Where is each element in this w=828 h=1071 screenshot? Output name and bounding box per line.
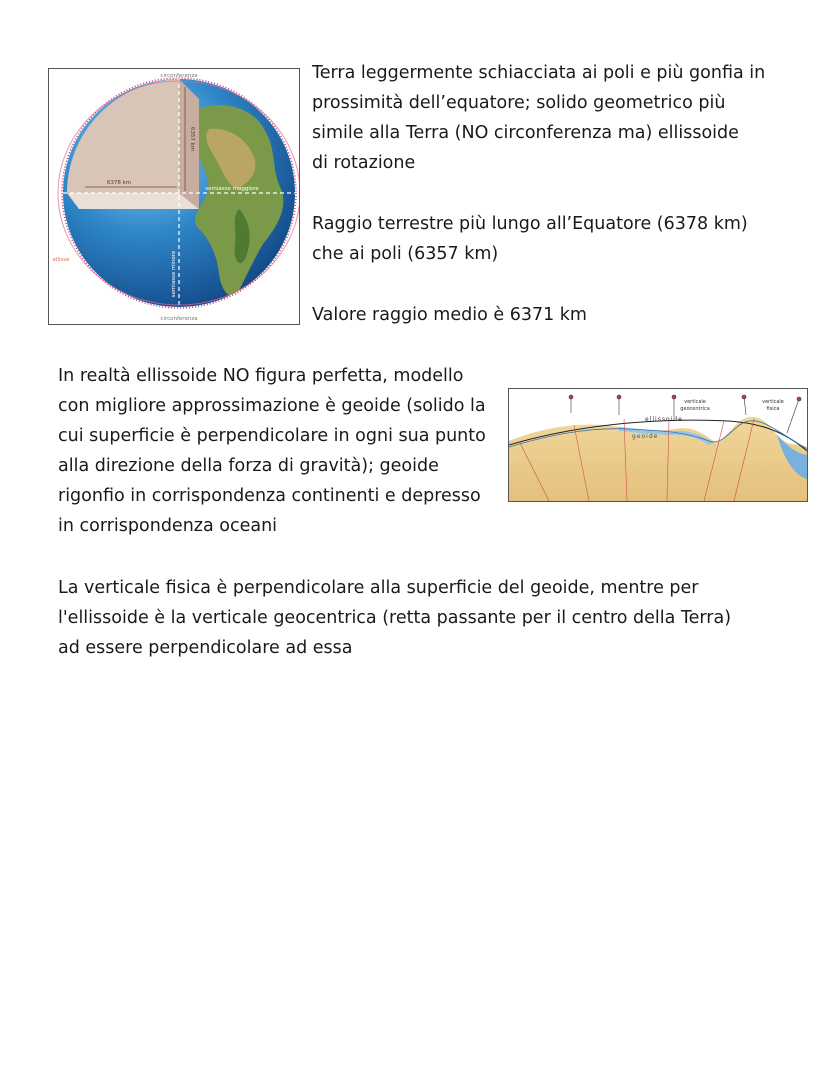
text-line: Valore raggio medio è 6371 km: [312, 305, 587, 325]
text-line: simile alla Terra (NO circonferenza ma) ellissoide: [312, 123, 739, 143]
paragraph-radius-comparison: [312, 209, 748, 269]
text-line: ad essere perpendicolare ad essa: [58, 638, 353, 658]
geoid-cross-section-illustration: [509, 389, 807, 501]
text-line: di rotazione: [312, 153, 416, 173]
text-line: che ai poli (6357 km): [312, 244, 499, 264]
text-line: La verticale fisica è perpendicolare alla superficie del geoide, mentre per: [58, 578, 699, 598]
paragraph-ellipsoid-shape: [312, 58, 765, 178]
label-geocentric-vertical-line2: geocentrica: [680, 406, 710, 412]
text-line: In realtà ellissoide NO figura perfetta, modello: [58, 366, 464, 386]
geoid-ellipsoid-figure: [508, 388, 808, 502]
text-line: in corrispondenza oceani: [58, 516, 278, 536]
label-physical-vertical-line1: verticale: [762, 399, 784, 405]
text-line: cui superficie è perpendicolare in ogni sua punto: [58, 426, 486, 446]
text-line: prossimità dell’equatore; solido geometrico più: [312, 93, 726, 113]
paragraph-geoid: [58, 361, 486, 541]
earth-ellipsoid-illustration: [49, 69, 299, 324]
label-physical-vertical-line2: fisica: [766, 406, 780, 412]
text-line: con migliore approssimazione è geoide (solido la: [58, 396, 486, 416]
paragraph-verticals: [58, 573, 731, 663]
label-equatorial-radius: 6378 km: [106, 180, 132, 186]
label-geocentric-vertical-line1: verticale: [684, 399, 706, 405]
label-semi-minor-axis: semiasse minore: [171, 250, 177, 298]
label-circonferenza-top: circonferenza: [160, 73, 198, 79]
label-circonferenza-bottom: circonferenza: [160, 316, 198, 322]
label-semi-major-axis: semiasse maggiore: [205, 186, 259, 192]
text-line: rigonfio in corrispondenza continenti e depresso: [58, 486, 481, 506]
text-line: Raggio terrestre più lungo all’Equatore (6378 km): [312, 214, 748, 234]
earth-ellipsoid-figure: [48, 68, 300, 325]
text-line: l'ellissoide è la verticale geocentrica (retta passante per il centro della Terra): [58, 608, 732, 628]
text-line: Terra leggermente schiacciata ai poli e più gonfia in: [312, 63, 766, 83]
text-line: alla direzione della forza di gravità); geoide: [58, 456, 439, 476]
label-ellipse: ellisse: [52, 257, 70, 263]
paragraph-mean-radius: [312, 300, 587, 330]
label-geoid: geoide: [632, 433, 659, 440]
label-polar-radius: 6357 km: [189, 126, 195, 152]
label-ellipsoid: ellissoide: [645, 416, 683, 423]
